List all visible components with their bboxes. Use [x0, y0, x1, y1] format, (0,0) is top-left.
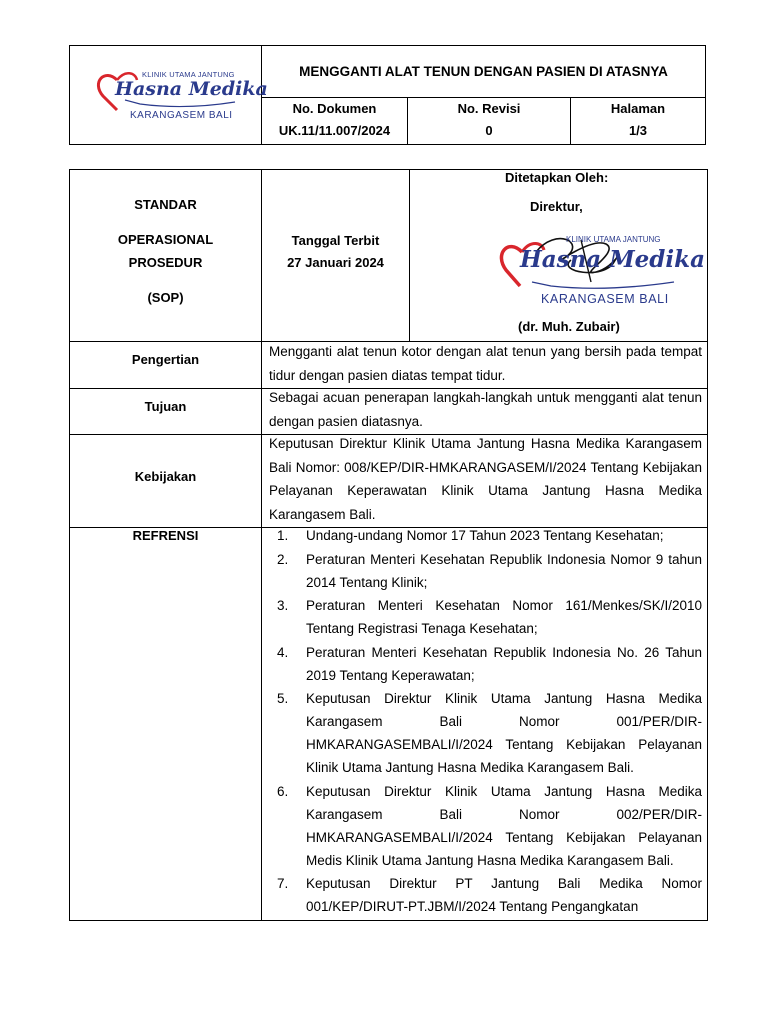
kebijakan-label: Kebijakan: [134, 469, 197, 484]
revision-label: No. Revisi: [457, 101, 521, 116]
pengertian-text: Mengganti alat tenun kotor dengan alat tenun yang bersih pada tempat tidur dengan pasien diatas tempat tidur.: [269, 344, 702, 383]
list-item: 3. Peraturan Menteri Kesehatan Nomor 161/Menkes/SK/I/2010 Tentang Registrasi Tenaga Kesehatan;: [277, 598, 702, 636]
director-title: Direktur,: [530, 199, 583, 214]
list-item: 1. Undang-undang Nomor 17 Tahun 2023 Tentang Kesehatan;: [277, 528, 664, 543]
page-cell: [571, 98, 705, 144]
sop-line-prosedur: PROSEDUR: [128, 255, 203, 270]
sop-label-cell: [70, 170, 261, 341]
logo-location: KARANGASEM BALI: [130, 110, 233, 121]
clinic-logo: [95, 66, 268, 128]
revision-value: 0: [485, 123, 493, 138]
director-name: (dr. Muh. Zubair): [518, 319, 620, 334]
revision-cell: [408, 98, 571, 144]
sop-line-abbr: (SOP): [147, 290, 184, 305]
column-divider: [261, 170, 262, 920]
approval-label: Ditetapkan Oleh:: [505, 170, 609, 185]
tujuan-text: Sebagai acuan penerapan langkah-langkah untuk mengganti alat tenun dengan pasien diatasnya.: [269, 390, 702, 429]
clinic-stamp-logo: [496, 232, 705, 312]
list-item: 7. Keputusan Direktur PT Jantung Bali Medika Nomor 001/KEP/DIRUT-PT.JBM/I/2024 Tentang Pengangkatan: [277, 876, 702, 914]
kebijakan-text: Keputusan Direktur Klinik Utama Jantung Hasna Medika Karangasem Bali Nomor: 008/KEP/DIR-HMKARANGASEM/I/2024 Tentang Kebijakan Pelayanan Keperawatan Klinik Utama Jantung Hasna Medika Karangasem Bali.: [269, 436, 702, 522]
sop-table: [69, 169, 708, 921]
doc-number-label: No. Dokumen: [292, 101, 377, 116]
sop-line-operasional: OPERASIONAL: [117, 232, 214, 247]
document-header: [69, 45, 706, 145]
refrensi-label: REFRENSI: [132, 528, 199, 543]
pengertian-label: Pengertian: [131, 352, 200, 367]
doc-number-cell: [262, 98, 408, 144]
tujuan-label: Tujuan: [144, 399, 187, 414]
list-item: 4. Peraturan Menteri Kesehatan Republik Indonesia No. 26 Tahun 2019 Tentang Keperawatan;: [277, 644, 702, 683]
list-item: 2. Peraturan Menteri Kesehatan Republik Indonesia Nomor 9 tahun 2014 Tentang Klinik;: [277, 551, 702, 590]
approval-cell: [410, 170, 707, 341]
logo-name: Hasna Medika: [115, 78, 268, 100]
list-item: 6. Keputusan Direktur Klinik Utama Jantung Hasna Medika Karangasem Bali Nomor 002/PER/DIR-HMKARANGASEMBALI/I/2024 Tentang Kebijakan Pelayanan Medis Klinik Utama Jantung Hasna Medika Karangasem Bali.: [277, 783, 702, 868]
reference-list: [269, 524, 702, 919]
stamp-logo-subtitle: KLINIK UTAMA JANTUNG: [566, 235, 661, 244]
doc-number-value: UK.11/11.007/2024: [278, 123, 391, 138]
sop-line-standar: STANDAR: [134, 197, 197, 212]
page-value: 1/3: [628, 123, 648, 138]
issue-date-value: 27 Januari 2024: [287, 255, 384, 270]
logo-subtitle: KLINIK UTAMA JANTUNG: [142, 70, 235, 79]
issue-date-label: Tanggal Terbit: [291, 233, 380, 248]
stamp-logo-location: KARANGASEM BALI: [541, 292, 669, 306]
header-logo-cell: [70, 46, 268, 144]
page-label: Halaman: [610, 101, 666, 116]
list-item: 5. Keputusan Direktur Klinik Utama Jantung Hasna Medika Karangasem Bali Nomor 001/PER/DIR-HMKARANGASEMBALI/I/2024 Tentang Kebijakan Pelayanan Klinik Utama Jantung Hasna Medika Karangasem Bali.: [277, 691, 702, 775]
issue-date-cell: [262, 230, 409, 274]
document-title: MENGGANTI ALAT TENUN DENGAN PASIEN DI ATASNYA: [262, 46, 705, 98]
stamp-logo-name: Hasna Medika: [520, 246, 705, 273]
